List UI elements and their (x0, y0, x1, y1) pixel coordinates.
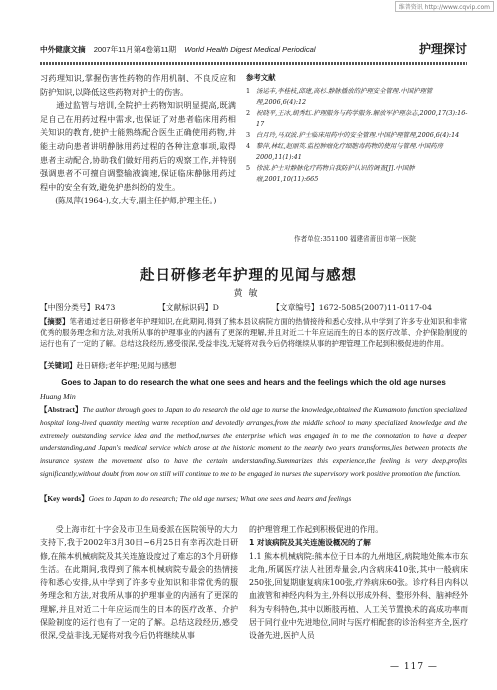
keywords-text: 赴日研修;老年护理;见闻与感想 (76, 361, 177, 370)
reference-item: 3 白月玲,马双波.护士临床用药中的安全管理.中国护理管理,2006,6(4):14 (246, 131, 460, 139)
english-title: Goes to Japan to do research the what one sees and hears and the feelings which the old age nurses (61, 378, 446, 387)
reference-item: 1 汤运丰,李桂枝,邱建,高杉.静脉播放的护理安全管理.中国护理管理,2006,6(4):12 (246, 87, 433, 106)
class-number: 【中图分类号】R473 (40, 303, 116, 312)
references (246, 72, 468, 185)
keywords-en-label: 【Key words】 (40, 494, 89, 503)
keywords-label: 【关键词】 (40, 361, 77, 370)
keywords-en (40, 493, 467, 505)
references-title: 参考文献 (246, 73, 276, 82)
article-title: 赴日研修老年护理的见闻与感想 (140, 268, 357, 284)
abstract-text: 笔者通过老日研修老年护理知识,在此期间,得到了熊本县议病院方面的热情接待和悉心安排,从中学到了许多专业知识和非常优秀的服务理念和方法,对我所从事的护理事业的内涵有了更深的理解,并且对近二十年应运而生的日本的医疗改革、介护保险制度的运行也有了一定的了解。总结这段经历,感受很深,受益非浅,无疑将对我今后仍将继续从事的护理管理工作起到积极促进的作用。 (40, 317, 467, 348)
keywords-cn (40, 360, 467, 371)
abstract-cn (40, 316, 467, 349)
paragraph: 通过监管与培训,全院护士药物知识明显提高,既满足自己在用药过程中需求,也保证了对患者临床用药相关知识的教育,使护士能熟练配合医生正确使用药物,并能主动向患者讲明静脉用药过程的各种注意事项,取得患者主动配合,协助我们做好用药后的观察工作,并特别强调患者不可擅自调整输液滴速,保证临床静脉用药过程中的安全有效,避免护患纠纷的发生。 (40, 100, 236, 192)
running-header (40, 40, 467, 62)
paragraph: 习药理知识,掌握伤害性药物的作用机制、不良反应和防护知识,以降低这些药物对护士的伤害。 (40, 73, 236, 97)
abstract-en-text: The author through goes to Japan to do research the old age to nurse the knowledge,obtained the Kumamoto function specialized hospital long-lived quantity meeting warm reception and devotedly arranges,from the middle school to many specialized knowledge and the extremely outstanding service idea and the method,nurses the enterprise which was engaged in to me the connotation to have a deeper understanding,and Japan's medical service which arose at the historic moment to the nearly two years transforms,lies between protects the insurance system the movement also to have the certain understanding.Summarizes this experience,the feeling is very deep,profits significantly,without doubt from now on still will continue to me to be engaged in nurses the supervisory work positive promotion the function. (40, 405, 467, 478)
page-number: — 117 — (390, 662, 438, 672)
article-author: 黄敏 (233, 289, 264, 299)
english-author: Huang Min (40, 392, 76, 401)
column-title: 护理探讨 (418, 42, 467, 56)
reference-item: 4 黎萍,林红,赵丽英.监控肿瘤化疗细胞毒药物的使用与管理.中国药房2000,11(1):41 (246, 142, 444, 161)
journal-name-en: World Health Digest Medical Periodical (184, 45, 316, 54)
issue-info: 2007年11月第4卷第11期 (93, 45, 177, 54)
publication-line (40, 44, 316, 55)
paragraph: 1.1 熊本机械病院:熊本位于日本的九州地区,病院地处熊本市东北角,所属医疗法人社团寿量会,内含病床410张,其中一般病床250张,回复期康复病床100张,疗养病床60张。诊疗科目内科以血液管和神经内科为主,外科以形成外科、整形外科、脑神经外科为专科特色,其中以断肢再植、人工关节置换术的高成功率而居于同行业中先进地位,同时与医疗相配套的诊治科室齐全,医疗设备先进,医护人员 (249, 551, 468, 641)
reference-item: 2 祝晓平,王冰,胡秀红.护理服务与药学服务.解放军护理杂志,2000,17(3):16-17 (246, 109, 468, 128)
abstract-en (40, 404, 467, 481)
document-code: 【文献标识码】D (158, 303, 219, 312)
watermark: 维普资讯 http://www.cqvip.com (395, 1, 494, 12)
previous-article-text (40, 72, 236, 208)
author-bio: (陈凤萍(1964-),女,大专,副主任护师,护理主任。) (55, 196, 217, 206)
journal-name-cn: 中外健康文摘 (40, 45, 86, 54)
abstract-label: 【摘要】 (40, 317, 70, 326)
article-number: 【文章编号】1672-5085(2007)11-0117-04 (272, 303, 432, 312)
keywords-en-text: Goes to Japan to do research; The old age nurses; What one sees and hears and feelings (88, 494, 352, 503)
reference-item: 5 徐波.护士对静脉化疗药物自我防护认识的调查[J].中国肿瘤,2001,10(11):665 (246, 164, 415, 183)
affiliation: 作者单位:351100 福建省莆田市第一医院 (294, 235, 416, 243)
header-rule (40, 62, 467, 65)
paragraph: 的护理管理工作起到积极促进的作用。 (249, 525, 384, 534)
abstract-en-label: 【Abstract】 (40, 405, 83, 414)
body-column-left (40, 523, 238, 643)
paragraph: 受上海市红十字会及市卫生局委派在医院领导的大力支持下,我于2002年3月30日~6月25日有幸再次赴日研修,在熊本机械病院及其关连施设度过了难忘的3个月研修生活。在此期间,我得到了熊本机械病院专最会的热情接待和悉心安排,从中学到了许多专业知识和非常优秀的服务理念和方法,对我所从事的护理事业的内涵有了更深的理解,并且对近二十年应运而生的日本的医疗改革、介护保险制度的运行也有了一定的了解。总结这段经历,感受很深,受益非浅,无疑将对我今后仍将继续从事 (40, 525, 238, 641)
body-column-right (249, 523, 468, 643)
section-heading: 1 对该病院及其关连施设概况的了解 (249, 538, 371, 548)
